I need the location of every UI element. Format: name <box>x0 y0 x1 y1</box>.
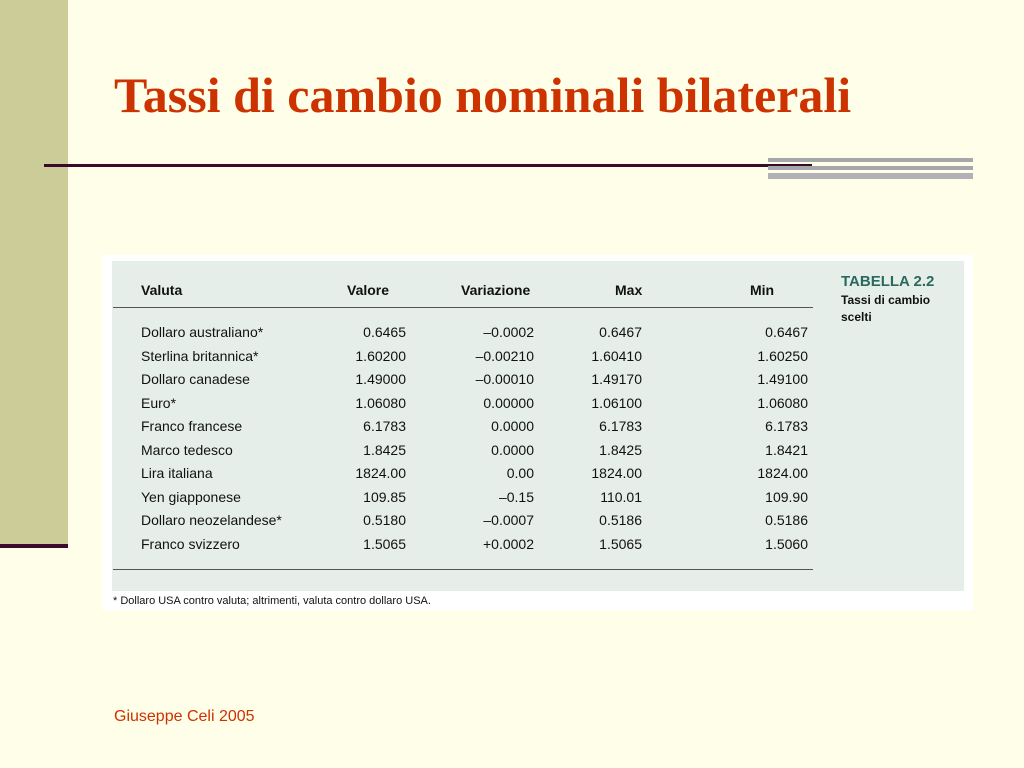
table-cell-valore: 0.6465 <box>363 324 406 340</box>
table-cell-max: 1.8425 <box>599 441 642 458</box>
table-cell-max: 110.01 <box>600 488 642 505</box>
column-header-valuta: Valuta <box>141 282 183 298</box>
table-cell-valuta: Marco tedesco <box>141 441 233 458</box>
table-cell-min: 1.06080 <box>757 394 808 411</box>
table-cell-valore: 1.5065 <box>363 535 406 552</box>
table-cell-valore: 1.60200 <box>355 347 406 364</box>
table-cell-valore: 1824.00 <box>355 465 406 481</box>
table-cell-min: 1.8421 <box>765 441 808 458</box>
table-cell-min: 1.60250 <box>757 347 808 364</box>
slide-title: Tassi di cambio nominali bilaterali <box>114 67 852 123</box>
table-cell-max: 6.1783 <box>599 418 642 434</box>
table-cell-variazione: –0.00210 <box>475 347 534 364</box>
table-cell-variazione: 0.0000 <box>491 418 534 434</box>
table-image <box>102 255 973 610</box>
title-rule <box>44 164 812 167</box>
table-cell-max: 1.49170 <box>591 371 642 387</box>
table-cell-valuta: Lira italiana <box>141 465 213 481</box>
table-cell-valuta: Franco francese <box>141 418 243 434</box>
table-cell-min: 6.1783 <box>765 418 808 434</box>
column-header-valore: Valore <box>347 282 390 298</box>
table-header-divider <box>113 307 813 308</box>
table-cell-valuta: Sterlina britannica* <box>141 347 259 364</box>
table-cell-variazione: –0.0002 <box>483 324 534 340</box>
table-cell-max: 1.06100 <box>591 394 642 411</box>
table-cell-min: 1824.00 <box>757 465 808 481</box>
table-cell-valuta: Yen giapponese <box>141 488 241 505</box>
table-cell-max: 0.5186 <box>599 512 642 528</box>
table-cell-variazione: +0.0002 <box>483 535 534 552</box>
table-cell-min: 0.6467 <box>765 324 808 340</box>
table-cell-variazione: –0.00010 <box>475 371 534 387</box>
table-cell-max: 0.6467 <box>599 324 642 340</box>
table-cell-variazione: –0.0007 <box>483 512 534 528</box>
table-caption-title: TABELLA 2.2 <box>841 273 935 290</box>
author-credit: Giuseppe Celi 2005 <box>114 708 255 725</box>
table-cell-min: 1.5060 <box>765 535 808 552</box>
table-cell-min: 0.5186 <box>765 512 808 528</box>
table-cell-variazione: –0.15 <box>498 488 534 505</box>
table-cell-variazione: 0.00000 <box>483 394 534 411</box>
column-header-min: Min <box>750 282 775 298</box>
table-cell-min: 1.49100 <box>757 371 808 387</box>
column-header-variazione: Variazione <box>461 282 531 298</box>
table-bottom-divider <box>113 569 813 570</box>
table-cell-max: 1.60410 <box>591 347 642 364</box>
table-cell-valuta: Dollaro neozelandese* <box>141 512 282 528</box>
table-caption-subtitle: Tassi di cambio scelti <box>841 293 931 324</box>
table-cell-max: 1.5065 <box>599 535 642 552</box>
table-cell-valuta: Dollaro canadese <box>141 371 250 387</box>
table-cell-variazione: 0.0000 <box>491 441 534 458</box>
sidebar-band <box>0 0 68 546</box>
table-cell-valore: 1.06080 <box>355 394 406 411</box>
table-cell-min: 109.90 <box>765 488 808 505</box>
table-cell-valore: 6.1783 <box>363 418 406 434</box>
table-cell-valore: 109.85 <box>363 488 406 505</box>
table-cell-valore: 0.5180 <box>363 512 406 528</box>
table-cell-variazione: 0.00 <box>506 465 534 481</box>
table-cell-valore: 1.49000 <box>355 371 406 387</box>
table-cell-valuta: Franco svizzero <box>141 535 240 552</box>
column-header-max: Max <box>615 282 643 298</box>
table-cell-valuta: Euro* <box>141 394 177 411</box>
sidebar-divider <box>0 544 68 548</box>
table-cell-max: 1824.00 <box>591 465 642 481</box>
table-cell-valuta: Dollaro australiano* <box>141 324 264 340</box>
table-cell-valore: 1.8425 <box>363 441 406 458</box>
title-rule-accent <box>768 158 973 179</box>
table-footnote: * Dollaro USA contro valuta; altrimenti, valuta contro dollaro USA. <box>113 595 431 607</box>
